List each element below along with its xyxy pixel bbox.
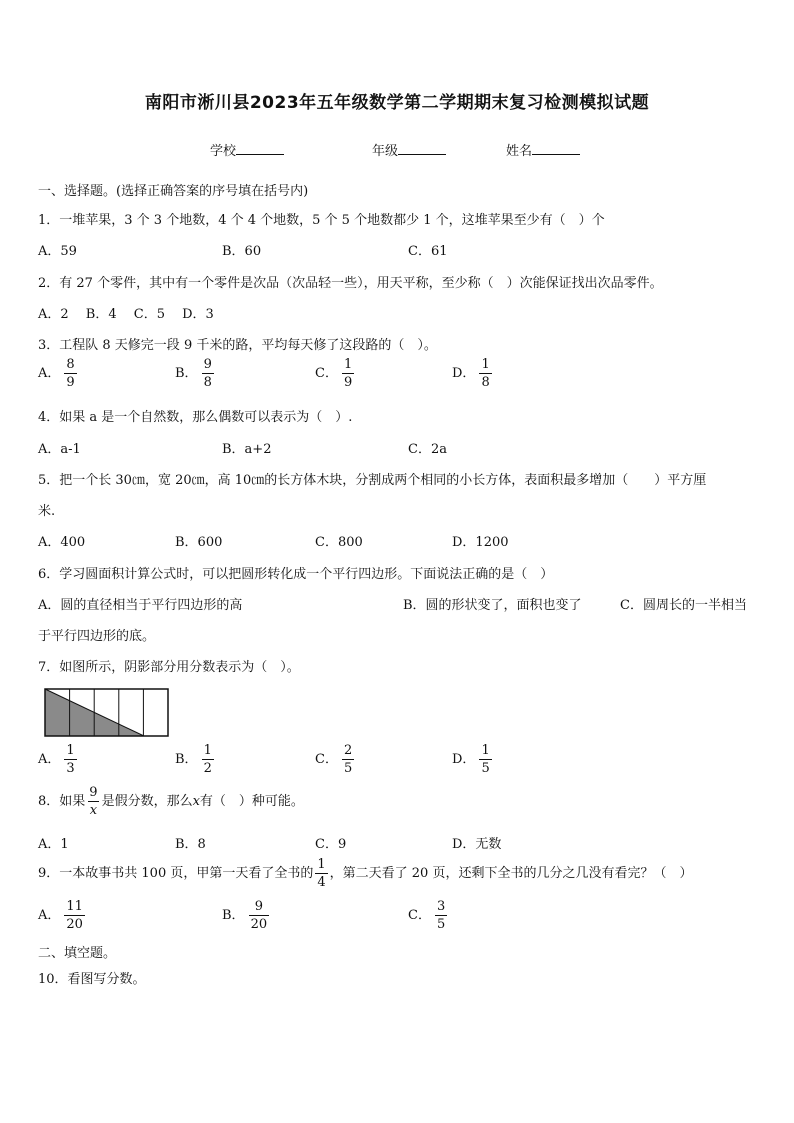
question-2: 2．有 27 个零件，其中有一个零件是次品（次品轻一些），用天平称，至少称（ ）次能保证找出次品零件。 [38,276,663,291]
q2-options[interactable]: A．2 B．4 C．5 D．3 [38,307,214,322]
grade-field[interactable] [372,140,446,159]
q9-b-label: B． [222,908,245,923]
question-8 [38,786,304,817]
school-label: 学校 [210,144,237,159]
q7-d-label: D． [452,752,476,767]
q6-option-a[interactable]: A．圆的直径相当于平行四边形的高 [38,598,243,613]
q3-option-a[interactable] [38,358,77,389]
q9-post-text: ，第二天看了 20 页，还剩下全书的几分之几没有看完？（ ） [329,866,693,881]
question-5-cont: 米. [38,504,56,519]
q7-a-fraction: $\frac{1}{3}$ [66,743,75,776]
q3-a-fraction: $\frac{8}{9}$ [66,357,75,390]
q7-option-c[interactable] [315,744,354,775]
question-10: 10．看图写分数。 [38,972,146,987]
q4-option-a[interactable]: A．a-1 [38,442,81,457]
q4-option-b[interactable]: B．a+2 [222,442,272,457]
name-blank[interactable] [532,142,580,155]
q6-option-b[interactable]: B．圆的形状变了，面积也变了 [403,598,582,613]
q9-fraction: $\frac{1}{4}$ [317,857,326,890]
q9-c-fraction: $\frac{3}{5}$ [436,899,446,932]
q8-option-c[interactable]: C．9 [315,837,347,852]
q6-option-c-cont: 于平行四边形的底。 [38,629,156,644]
q7-b-fraction: $\frac{1}{2}$ [203,743,212,776]
q3-option-c[interactable] [315,358,354,389]
question-5: 5．把一个长 30㎝，宽 20㎝，高 10㎝的长方体木块，分割成两个相同的小长方体，表面积最多增加（ ）平方厘 [38,473,707,488]
q8-variable: x [192,794,200,809]
q4-option-c[interactable]: C．2a [408,442,447,457]
q5-option-d[interactable]: D．1200 [452,535,509,550]
q1-option-b[interactable]: B．60 [222,244,262,259]
q8-fraction: $\frac{9}{x}$ [89,785,98,818]
name-label: 姓名 [506,144,533,159]
q9-pre-text: 9．一本故事书共 100 页，甲第一天看了全书的 [38,866,314,881]
section-2-heading: 二、填空题。 [38,946,117,961]
q8-option-d[interactable]: D．无数 [452,837,502,852]
q9-b-fraction: $\frac{9}{20}$ [250,899,268,932]
q1-option-a[interactable]: A．59 [38,244,77,259]
section-1-heading: 一、选择题。(选择正确答案的序号填在括号内) [38,184,309,199]
q3-option-d[interactable] [452,358,492,389]
q5-option-c[interactable]: C．800 [315,535,363,550]
q9-c-label: C． [408,908,431,923]
q1-option-c[interactable]: C．61 [408,244,448,259]
name-field[interactable] [506,140,580,159]
q3-option-b[interactable] [175,358,214,389]
q5-option-a[interactable]: A．400 [38,535,86,550]
question-4: 4．如果 a 是一个自然数，那么偶数可以表示为（ ）. [38,410,353,425]
q3-a-label: A． [38,366,61,381]
q8-post-text: 是假分数，那么 [101,794,193,809]
q7-option-a[interactable] [38,744,77,775]
grade-blank[interactable] [398,142,446,155]
q7-option-d[interactable] [452,744,492,775]
q9-option-a[interactable] [38,900,85,931]
q3-c-label: C． [315,366,338,381]
q6-option-c[interactable]: C．圆周长的一半相当 [620,598,747,613]
q7-option-b[interactable] [175,744,214,775]
q8-pre-text: 8．如果 [38,794,86,809]
q7-shaded-rectangle-figure [44,688,170,738]
school-field[interactable] [210,140,284,159]
q7-c-fraction: $\frac{2}{5}$ [343,743,353,776]
grade-label: 年级 [372,144,399,159]
q8-option-b[interactable]: B．8 [175,837,206,852]
q3-c-fraction: $\frac{1}{9}$ [343,357,353,390]
q7-d-fraction: $\frac{1}{5}$ [481,743,490,776]
q3-d-label: D． [452,366,476,381]
page-title: 南阳市淅川县2023年五年级数学第二学期期末复习检测模拟试题 [144,93,650,113]
q5-option-b[interactable]: B．600 [175,535,223,550]
q9-a-fraction: $\frac{11}{20}$ [66,899,83,932]
q3-d-fraction: $\frac{1}{8}$ [481,357,490,390]
question-3: 3．工程队 8 天修完一段 9 千米的路，平均每天修了这段路的（ ）。 [38,338,437,353]
q8-option-a[interactable]: A．1 [38,837,69,852]
q3-b-fraction: $\frac{9}{8}$ [203,357,212,390]
q9-option-c[interactable] [408,900,447,931]
q3-b-label: B． [175,366,198,381]
question-1: 1．一堆苹果，3 个 3 个地数，4 个 4 个地数，5 个 5 个地数都少 1 个，这堆苹果至少有（ ）个 [38,213,605,228]
q9-option-b[interactable] [222,900,269,931]
question-6: 6．学习圆面积计算公式时，可以把圆形转化成一个平行四边形。下面说法正确的是（ ） [38,567,554,582]
q7-a-label: A． [38,752,61,767]
q9-a-label: A． [38,908,61,923]
question-9 [38,858,692,889]
q7-b-label: B． [175,752,198,767]
school-blank[interactable] [236,142,284,155]
question-7: 7．如图所示，阴影部分用分数表示为（ ）。 [38,660,300,675]
q8-post-text-2: 有（ ）种可能。 [199,794,304,809]
q7-c-label: C． [315,752,338,767]
